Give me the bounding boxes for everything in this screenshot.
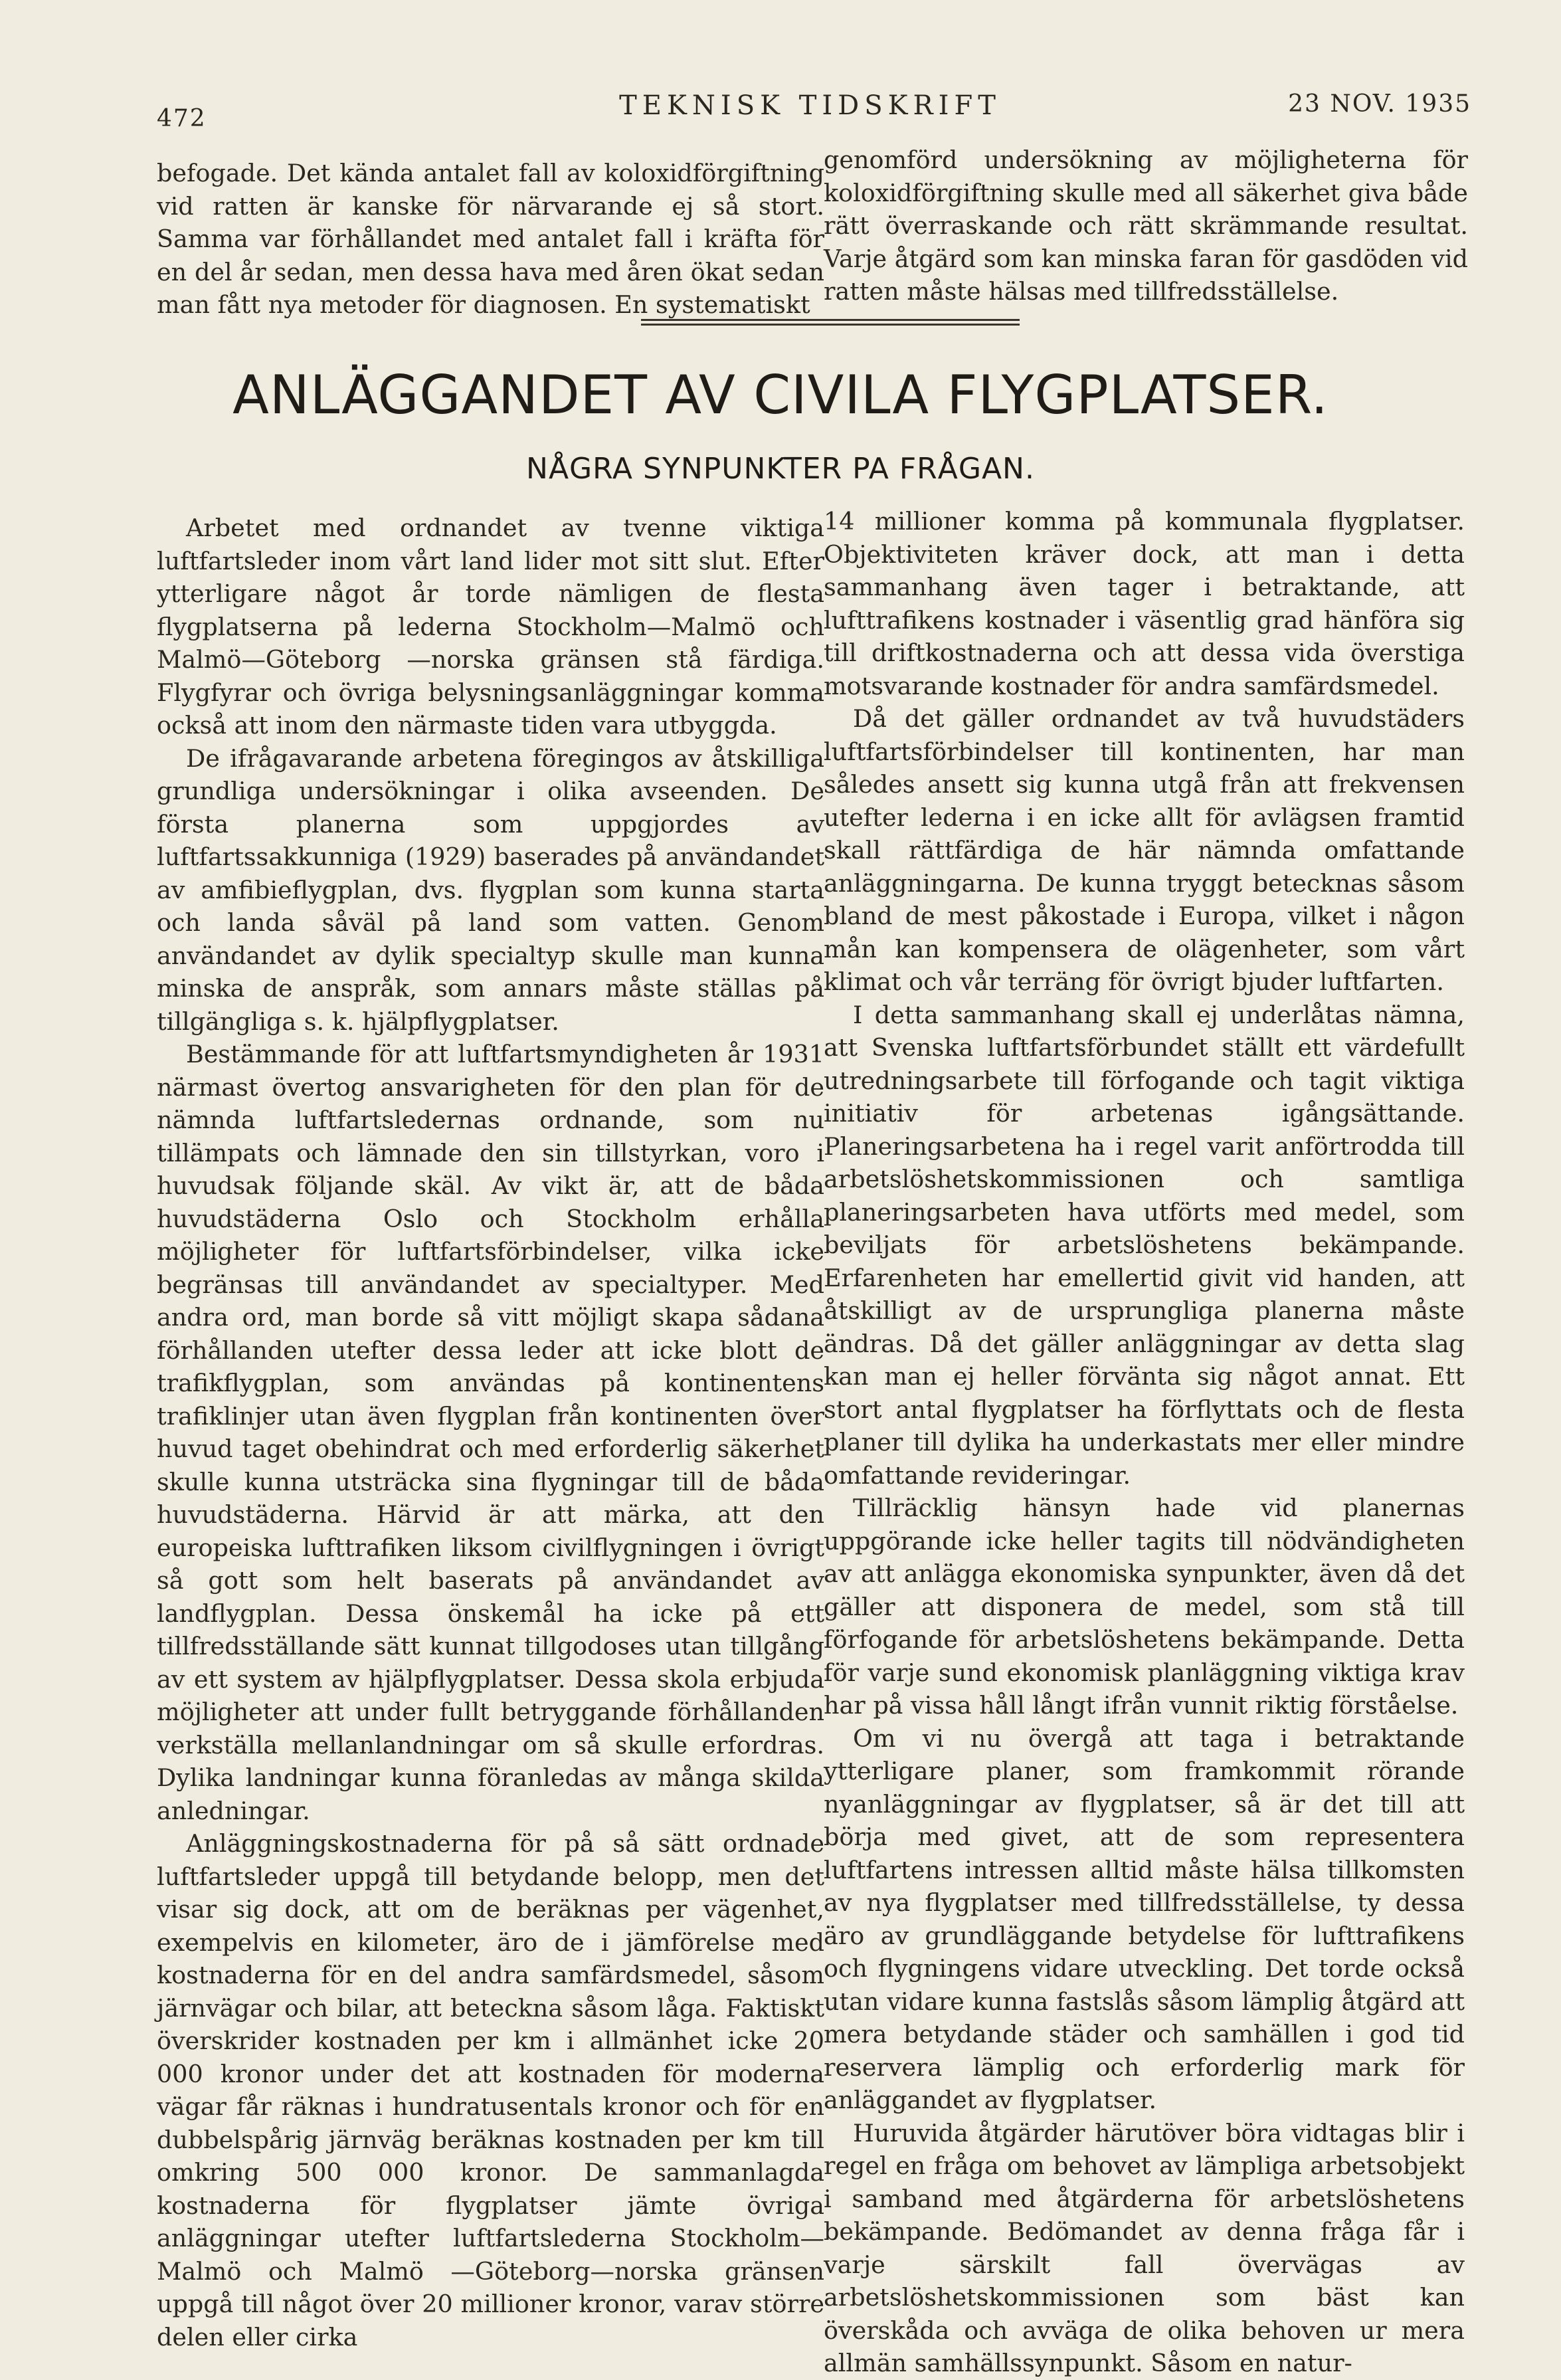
paragraph: Om vi nu övergå att taga i betraktande ytterligare planer, som framkommit rörande nyanläggningar av flygplatser, så är det till att börja med givet, att de som representera luftfartens intressen alltid måste hälsa tillkomsten av nya flygplatser med tillfredsställelse, ty dessa äro av grundläggande betydelse för lufttrafikens och flygningens vidare utveckling. Det torde också utan vidare kunna fastslås såsom lämplig åtgärd att mera betydande städer och samhällen i god tid reservera lämplig och erforderlig mark för anläggandet av flygplatser. [824, 1724, 1465, 2114]
paragraph: Tillräcklig hänsyn hade vid planernas uppgörande icke heller tagits till nödvändigheten av att anlägga ekonomiska synpunkter, även då det gäller att disponera de medel, som stå till förfogande för arbetslöshetens bekämpande. Detta för varje sund ekonomisk planläggning viktiga krav har på vissa håll långt ifrån vunnit riktig förståelse. [824, 1494, 1465, 1720]
journal-title: TEKNISK TIDSKRIFT [619, 90, 1001, 121]
previous-article-right-column [824, 144, 1468, 308]
previous-article-left-column [157, 157, 824, 322]
article-left-column [157, 512, 824, 2353]
paragraph: De ifrågavarande arbetena föregingos av åtskilliga grundliga undersökningar i olika avseenden. De första planerna som uppgjordes av luftfartssakkunniga (1929) baserades på användandet av amfibieflygplan, dvs. flygplan som kunna starta och landa såväl på land som vatten. Genom användandet av dylik specialtyp skulle man kunna minska de anspråk, som annars måste ställas på tillgängliga s. k. hjälpflygplatser. [157, 744, 824, 1036]
paragraph: befogade. Det kända antalet fall av koloxidförgiftning vid ratten är kanske för närvarande ej så stort. Samma var förhållandet med antalet fall i kräfta för en del år sedan, men dessa hava med åren ökat sedan man fått nya metoder för diagnosen. En systematiskt [157, 159, 824, 319]
paragraph: Bestämmande för att luftfartsmyndigheten år 1931 närmast övertog ansvarigheten för den plan för de nämnda luftfartsledernas ordnande, som nu tillämpats och lämnade den sin tillstyrkan, voro i huvudsak följande skäl. Av vikt är, att de båda huvudstäderna Oslo och Stockholm erhålla möjligheter för luftfartsförbindelser, vilka icke begränsas till användandet av specialtyper. Med andra ord, man borde så vitt möjligt skapa sådana förhållanden utefter dessa leder att icke blott de trafikflygplan, som användas på kontinentens trafiklinjer utan även flygplan från kontinenten över huvud taget obehindrat och med erforderlig säkerhet skulle kunna utsträcka sina flygningar till de båda huvudstäderna. Härvid är att märka, att den europeiska lufttrafiken liksom civilflygningen i övrigt så gott som helt baserats på användandet av landflygplan. Dessa önskemål ha icke på ett tillfredsställande sätt kunnat tillgodoses utan tillgång av ett system av hjälpflygplatser. Dessa skola erbjuda möjligheter att under fullt betryggande förhållanden verkställa mellanlandningar om så skulle erfordras. Dylika landningar kunna föranledas av många skilda anledningar. [157, 1040, 824, 1825]
paragraph: genomförd undersökning av möjligheterna för koloxidförgiftning skulle med all säkerhet giva både rätt överraskande och rätt skrämmande resultat. Varje åtgärd som kan minska faran för gasdöden vid ratten måste hälsas med tillfredsställelse. [824, 146, 1468, 306]
paragraph: Arbetet med ordnandet av tvenne viktiga luftfartsleder inom vårt land lider mot sitt slut. Efter ytterligare något år torde nämligen de flesta flygplatserna på lederna Stockholm—Malmö och Malmö—Göteborg —norska gränsen stå färdiga. Flygfyrar och övriga belysningsanläggningar komma också att inom den närmaste tiden vara utbyggda. [157, 514, 824, 740]
paragraph: Då det gäller ordnandet av två huvudstäders luftfartsförbindelser till kontinenten, har man således ansett sig kunna utgå från att frekvensen utefter lederna i en icke allt för avlägsen framtid skall rättfärdiga de här nämnda omfattande anläggningarna. De kunna tryggt betecknas såsom bland de mest påkostade i Europa, vilket i någon mån kan kompensera de olägenheter, som vårt klimat och vår terräng för övrigt bjuder luftfarten. [824, 704, 1465, 996]
article-title: ANLÄGGANDET AV CIVILA FLYGPLATSER. [232, 364, 1329, 426]
paragraph: Huruvida åtgärder härutöver böra vidtagas blir i regel en fråga om behovet av lämpliga arbetsobjekt i samband med åtgärderna för arbetslöshetens bekämpande. Bedömandet av denna fråga får i varje särskilt fall övervägas av arbetslöshetskommissionen som bäst kan överskåda och avväga de olika behoven ur mera allmän samhällssynpunkt. Såsom en natur- [824, 2118, 1465, 2377]
article-right-column [824, 505, 1465, 2380]
paragraph: I detta sammanhang skall ej underlåtas nämna, att Svenska luftfartsförbundet ställt ett värdefullt utredningsarbete till förfogande och tagit viktiga initiativ för arbetenas igångsättande. Planeringsarbetena ha i regel varit anförtrodda till arbetslöshetskommissionen och samtliga planeringsarbeten hava utförts med medel, som beviljats för arbetslöshetens bekämpande. Erfarenheten har emellertid givit vid handen, att åtskilligt av de ursprungliga planerna måste ändras. Då det gäller anläggningar av detta slag kan man ej heller förvänta sig något annat. Ett stort antal flygplatser ha förflyttats och de flesta planer till dylika ha underkastats mer eller mindre omfattande revideringar. [824, 1000, 1465, 1490]
article-subtitle: NÅGRA SYNPUNKTER PA FRÅGAN. [526, 452, 1035, 486]
paragraph: Anläggningskostnaderna för på så sätt ordnade luftfartsleder uppgå till betydande belopp, men det visar sig dock, att om de beräknas per vägenhet, exempelvis en kilometer, äro de i jämförelse med kostnaderna för en del andra samfärdsmedel, såsom järnvägar och bilar, att beteckna såsom låga. Faktiskt överskrider kostnaden per km i allmänhet icke 20 000 kronor under det att kostnaden för moderna vägar får räknas i hundratusentals kronor och för en dubbelspårig järnväg beräknas kostnaden per km till omkring 500 000 kronor. De sammanlagda kostnaderna för flygplatser jämte övriga anläggningar utefter luftfartslederna Stockholm—Malmö och Malmö —Göteborg—norska gränsen uppgå till något över 20 millioner kronor, varav större delen eller cirka [157, 1829, 824, 2351]
issue-date: 23 NOV. 1935 [1288, 90, 1471, 118]
paragraph: 14 millioner komma på kommunala flygplatser. Objektiviteten kräver dock, att man i detta sammanhang även tager i betraktande, att lufttrafikens kostnader i väsentlig grad hänföra sig till driftkostnaderna och att dessa vida överstiga motsvarande kostnader för andra samfärdsmedel. [824, 507, 1465, 700]
section-divider [641, 319, 1020, 326]
page-number: 472 [157, 105, 207, 132]
running-head [149, 90, 1471, 130]
